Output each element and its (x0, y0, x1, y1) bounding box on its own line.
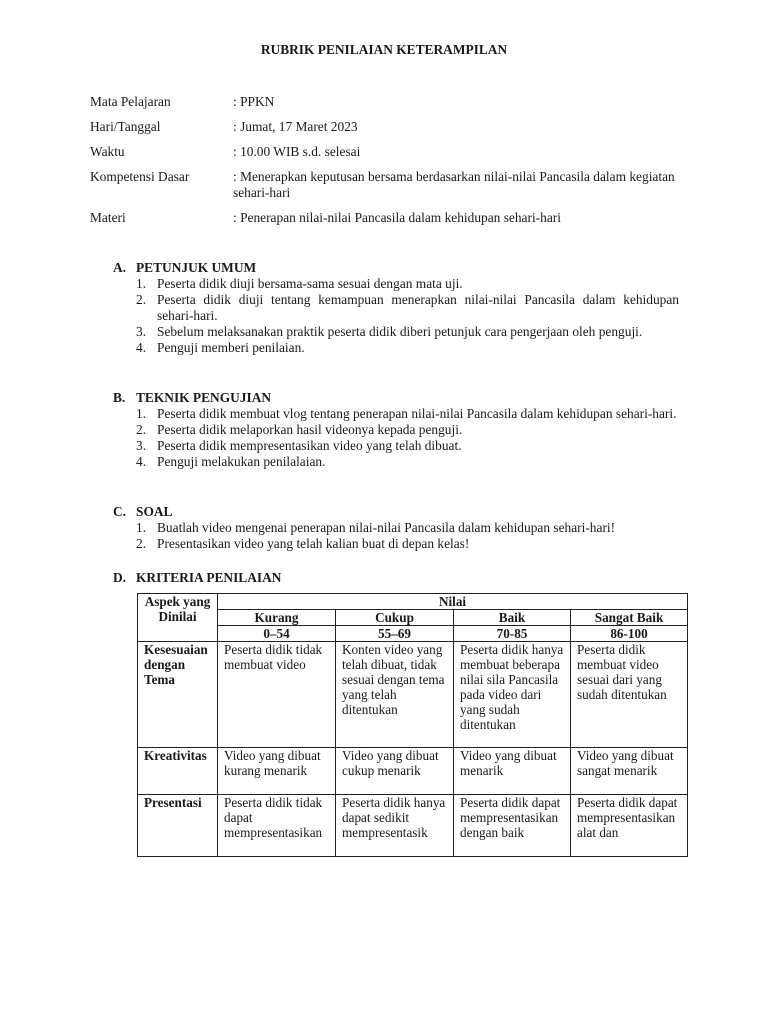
info-value: : Jumat, 17 Maret 2023 (233, 119, 358, 134)
item-number: 1. (136, 520, 147, 535)
table-cell: Peserta didik hanya membuat beberapa nilai sila Pancasila pada video dari yang sudah ditentukan (454, 642, 571, 748)
level-header: Kurang (218, 610, 336, 626)
section-list (113, 276, 679, 356)
list-item (113, 276, 679, 292)
range-header: 86-100 (571, 626, 688, 642)
range-header: 0–54 (218, 626, 336, 642)
item-number: 1. (136, 276, 147, 291)
section-title: TEKNIK PENGUJIAN (136, 390, 272, 405)
table-cell: Peserta didik dapat mempresentasikan alat dan (571, 795, 688, 857)
info-label: Materi (90, 210, 126, 225)
table-header-row (138, 594, 688, 610)
item-number: 2. (136, 536, 147, 551)
section-letter: B. (113, 390, 126, 405)
table-row (138, 642, 688, 748)
table-row (138, 748, 688, 795)
item-number: 2. (136, 292, 147, 307)
item-text: Peserta didik melaporkan hasil videonya kepada penguji. (157, 422, 463, 437)
info-label: Kompetensi Dasar (90, 169, 190, 184)
item-number: 4. (136, 340, 147, 355)
section-list (113, 520, 679, 552)
table-row (138, 795, 688, 857)
table-cell: Peserta didik hanya dapat sedikit mempresentasik (336, 795, 454, 857)
item-text: Penguji memberi penilaian. (157, 340, 305, 355)
section-teknik-pengujian (113, 390, 679, 469)
section-soal (113, 504, 679, 551)
list-item (113, 454, 679, 470)
level-header: Baik (454, 610, 571, 626)
section-letter: C. (113, 504, 127, 519)
table-cell: Video yang dibuat cukup menarik (336, 748, 454, 795)
section-title: KRITERIA PENILAIAN (136, 570, 282, 585)
section-letter: D. (113, 570, 127, 585)
item-number: 1. (136, 406, 147, 421)
list-item (113, 438, 679, 454)
item-text: Peserta didik diuji bersama-sama sesuai dengan mata uji. (157, 276, 463, 291)
table-cell: Video yang dibuat kurang menarik (218, 748, 336, 795)
item-text: Presentasikan video yang telah kalian buat di depan kelas! (157, 536, 470, 551)
item-text: Peserta didik mempresentasikan video yang telah dibuat. (157, 438, 462, 453)
aspect-cell: Kesesuaian dengan Tema (138, 642, 218, 748)
info-label: Mata Pelajaran (90, 94, 171, 109)
list-item (113, 422, 679, 438)
table-cell: Video yang dibuat menarik (454, 748, 571, 795)
section-list (113, 406, 679, 470)
table-cell: Peserta didik tidak dapat mempresentasikan (218, 795, 336, 857)
info-value: : 10.00 WIB s.d. selesai (233, 144, 361, 159)
item-number: 4. (136, 454, 147, 469)
item-text: Buatlah video mengenai penerapan nilai-nilai Pancasila dalam kehidupan sehari-hari! (157, 520, 616, 535)
section-letter: A. (113, 260, 127, 275)
aspect-cell: Kreativitas (138, 748, 218, 795)
section-title: PETUNJUK UMUM (136, 260, 257, 275)
list-item (113, 324, 679, 340)
section-title: SOAL (136, 504, 173, 519)
item-text: Penguji melakukan penilalaian. (157, 454, 326, 469)
list-item (113, 406, 679, 422)
list-item (113, 340, 679, 356)
table-cell: Peserta didik dapat mempresentasikan dengan baik (454, 795, 571, 857)
table-cell: Video yang dibuat sangat menarik (571, 748, 688, 795)
rubric-table (137, 593, 688, 857)
level-header: Sangat Baik (571, 610, 688, 626)
info-label: Waktu (90, 144, 125, 159)
aspect-cell: Presentasi (138, 795, 218, 857)
table-range-row (138, 626, 688, 642)
document-title: RUBRIK PENILAIAN KETERAMPILAN (260, 42, 508, 57)
item-text: Peserta didik diuji tentang kemampuan menerapkan nilai-nilai Pancasila dalam kehidupan sehari-hari. (157, 292, 679, 323)
list-item (113, 520, 679, 536)
table-cell: Peserta didik membuat video sesuai dari yang sudah ditentukan (571, 642, 688, 748)
list-item (113, 292, 679, 324)
item-number: 3. (136, 438, 147, 453)
section-petunjuk-umum (113, 260, 679, 355)
table-level-row (138, 610, 688, 626)
range-header: 55–69 (336, 626, 454, 642)
info-value: : Menerapkan keputusan bersama berdasarkan nilai-nilai Pancasila dalam kegiatan sehari-hari (233, 169, 675, 200)
item-text: Peserta didik membuat vlog tentang penerapan nilai-nilai Pancasila dalam kehidupan sehari-hari. (157, 406, 677, 421)
item-number: 2. (136, 422, 147, 437)
aspect-header: Aspek yang Dinilai (138, 594, 218, 642)
info-value: : PPKN (233, 94, 275, 109)
table-cell: Konten video yang telah dibuat, tidak sesuai dengan tema yang telah ditentukan (336, 642, 454, 748)
range-header: 70-85 (454, 626, 571, 642)
info-value: : Penerapan nilai-nilai Pancasila dalam kehidupan sehari-hari (233, 210, 561, 225)
item-number: 3. (136, 324, 147, 339)
list-item (113, 536, 679, 552)
nilai-header: Nilai (218, 594, 688, 610)
table-cell: Peserta didik tidak membuat video (218, 642, 336, 748)
info-label: Hari/Tanggal (90, 119, 161, 134)
level-header: Cukup (336, 610, 454, 626)
item-text: Sebelum melaksanakan praktik peserta didik diberi petunjuk cara pengerjaan oleh penguji. (157, 324, 643, 339)
